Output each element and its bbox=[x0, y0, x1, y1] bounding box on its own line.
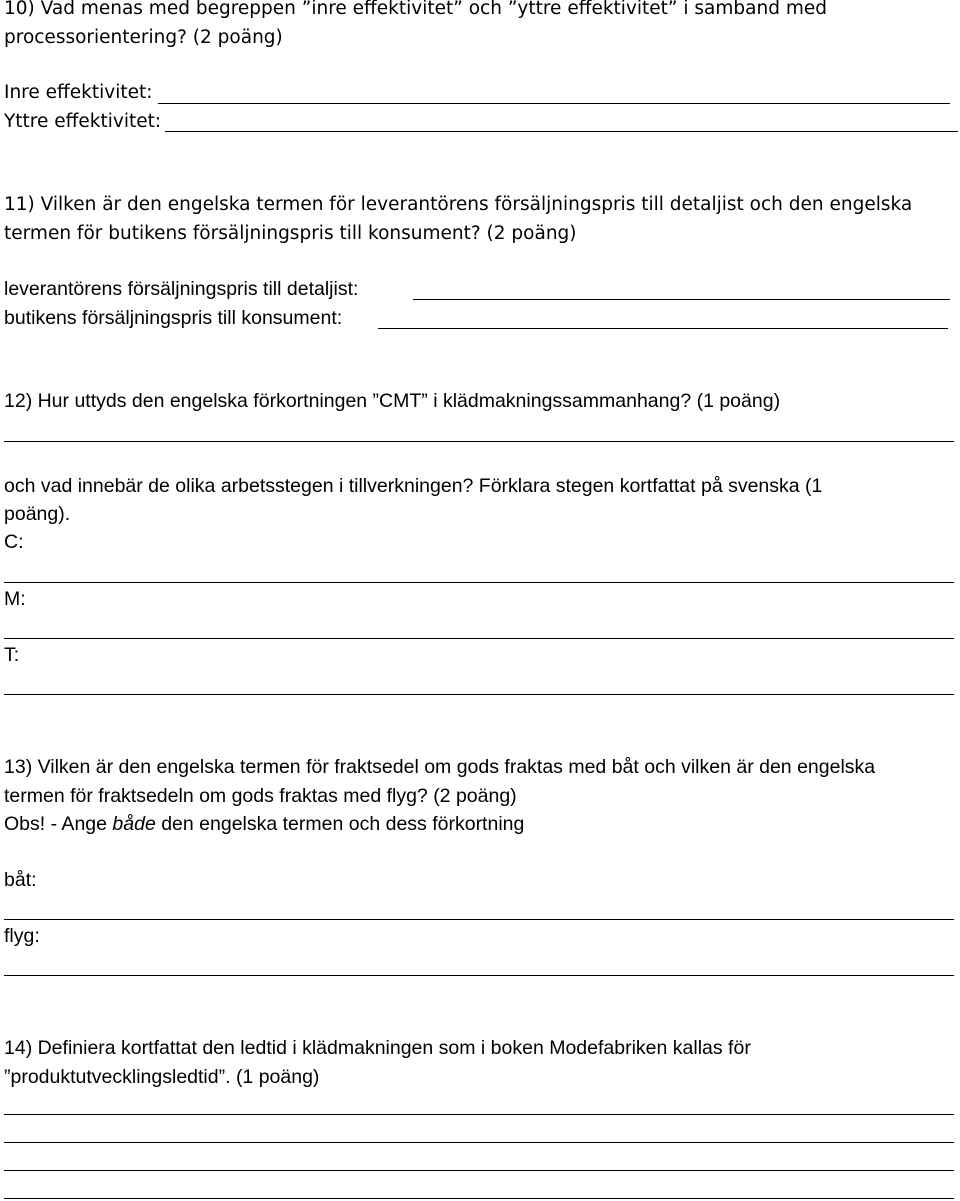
q11-supplier-label: leverantörens försäljningspris till detaljist: bbox=[4, 278, 359, 300]
q14-answer-line-1[interactable] bbox=[4, 1114, 954, 1115]
q13-obs-emphasis: både bbox=[112, 813, 156, 835]
q14-line-1: 14) Definiera kortfattat den ledtid i klädmakningen som i boken Modefabriken kallas för bbox=[4, 1037, 751, 1059]
q13-obs-note bbox=[4, 815, 524, 835]
q12-line-3: poäng). bbox=[4, 503, 71, 525]
q14-answer-line-4[interactable] bbox=[4, 1198, 954, 1199]
q13-line-2: termen för fraktsedeln om gods fraktas med flyg? (2 poäng) bbox=[4, 785, 517, 807]
q11-store-answer-line[interactable] bbox=[378, 328, 948, 329]
q14-answer-line-3[interactable] bbox=[4, 1170, 954, 1171]
q14-answer-line-2[interactable] bbox=[4, 1142, 954, 1143]
q10-line-2: processorientering? (2 poäng) bbox=[4, 27, 283, 48]
q12-line-2: och vad innebär de olika arbetsstegen i tillverkningen? Förklara stegen kortfattat på svenska (1 bbox=[4, 475, 823, 497]
q12-cmt-answer-line[interactable] bbox=[4, 441, 954, 442]
q13-plane-answer-line[interactable] bbox=[4, 975, 954, 976]
q10-line-1: 10) Vad menas med begreppen ”inre effektivitet” och ”yttre effektivitet” i samband med bbox=[4, 0, 827, 19]
q13-plane-label: flyg: bbox=[4, 925, 40, 947]
q12-t-answer-line[interactable] bbox=[4, 694, 954, 695]
q11-store-label: butikens försäljningspris till konsument: bbox=[4, 307, 343, 329]
q12-line-1: 12) Hur uttyds den engelska förkortningen ”CMT” i klädmakningssammanhang? (1 poäng) bbox=[4, 390, 781, 412]
q10-inre-label: Inre effektivitet: bbox=[4, 82, 153, 103]
q10-yttre-label: Yttre effektivitet: bbox=[4, 111, 162, 132]
q10-yttre-answer-line[interactable] bbox=[165, 131, 958, 132]
q12-m-label: M: bbox=[4, 588, 26, 610]
q12-c-label: C: bbox=[4, 531, 24, 553]
q11-line-2: termen för butikens försäljningspris till konsument? (2 poäng) bbox=[4, 223, 577, 244]
q11-line-1: 11) Vilken är den engelska termen för leverantörens försäljningspris till detaljist och den engelska bbox=[4, 194, 913, 215]
q14-line-2: ”produktutvecklingsledtid”. (1 poäng) bbox=[4, 1066, 320, 1088]
q13-boat-label: båt: bbox=[4, 869, 37, 891]
q13-obs-suffix: den engelska termen och dess förkortning bbox=[155, 813, 525, 835]
q10-inre-answer-line[interactable] bbox=[158, 103, 950, 104]
q13-boat-answer-line[interactable] bbox=[4, 919, 954, 920]
q12-c-answer-line[interactable] bbox=[4, 582, 954, 583]
q13-obs-prefix: Obs! - Ange bbox=[4, 813, 113, 835]
q11-supplier-answer-line[interactable] bbox=[413, 299, 950, 300]
q12-m-answer-line[interactable] bbox=[4, 638, 954, 639]
q13-line-1: 13) Vilken är den engelska termen för fraktsedel om gods fraktas med båt och vilken är den engelska bbox=[4, 756, 876, 778]
q12-t-label: T: bbox=[4, 644, 20, 666]
